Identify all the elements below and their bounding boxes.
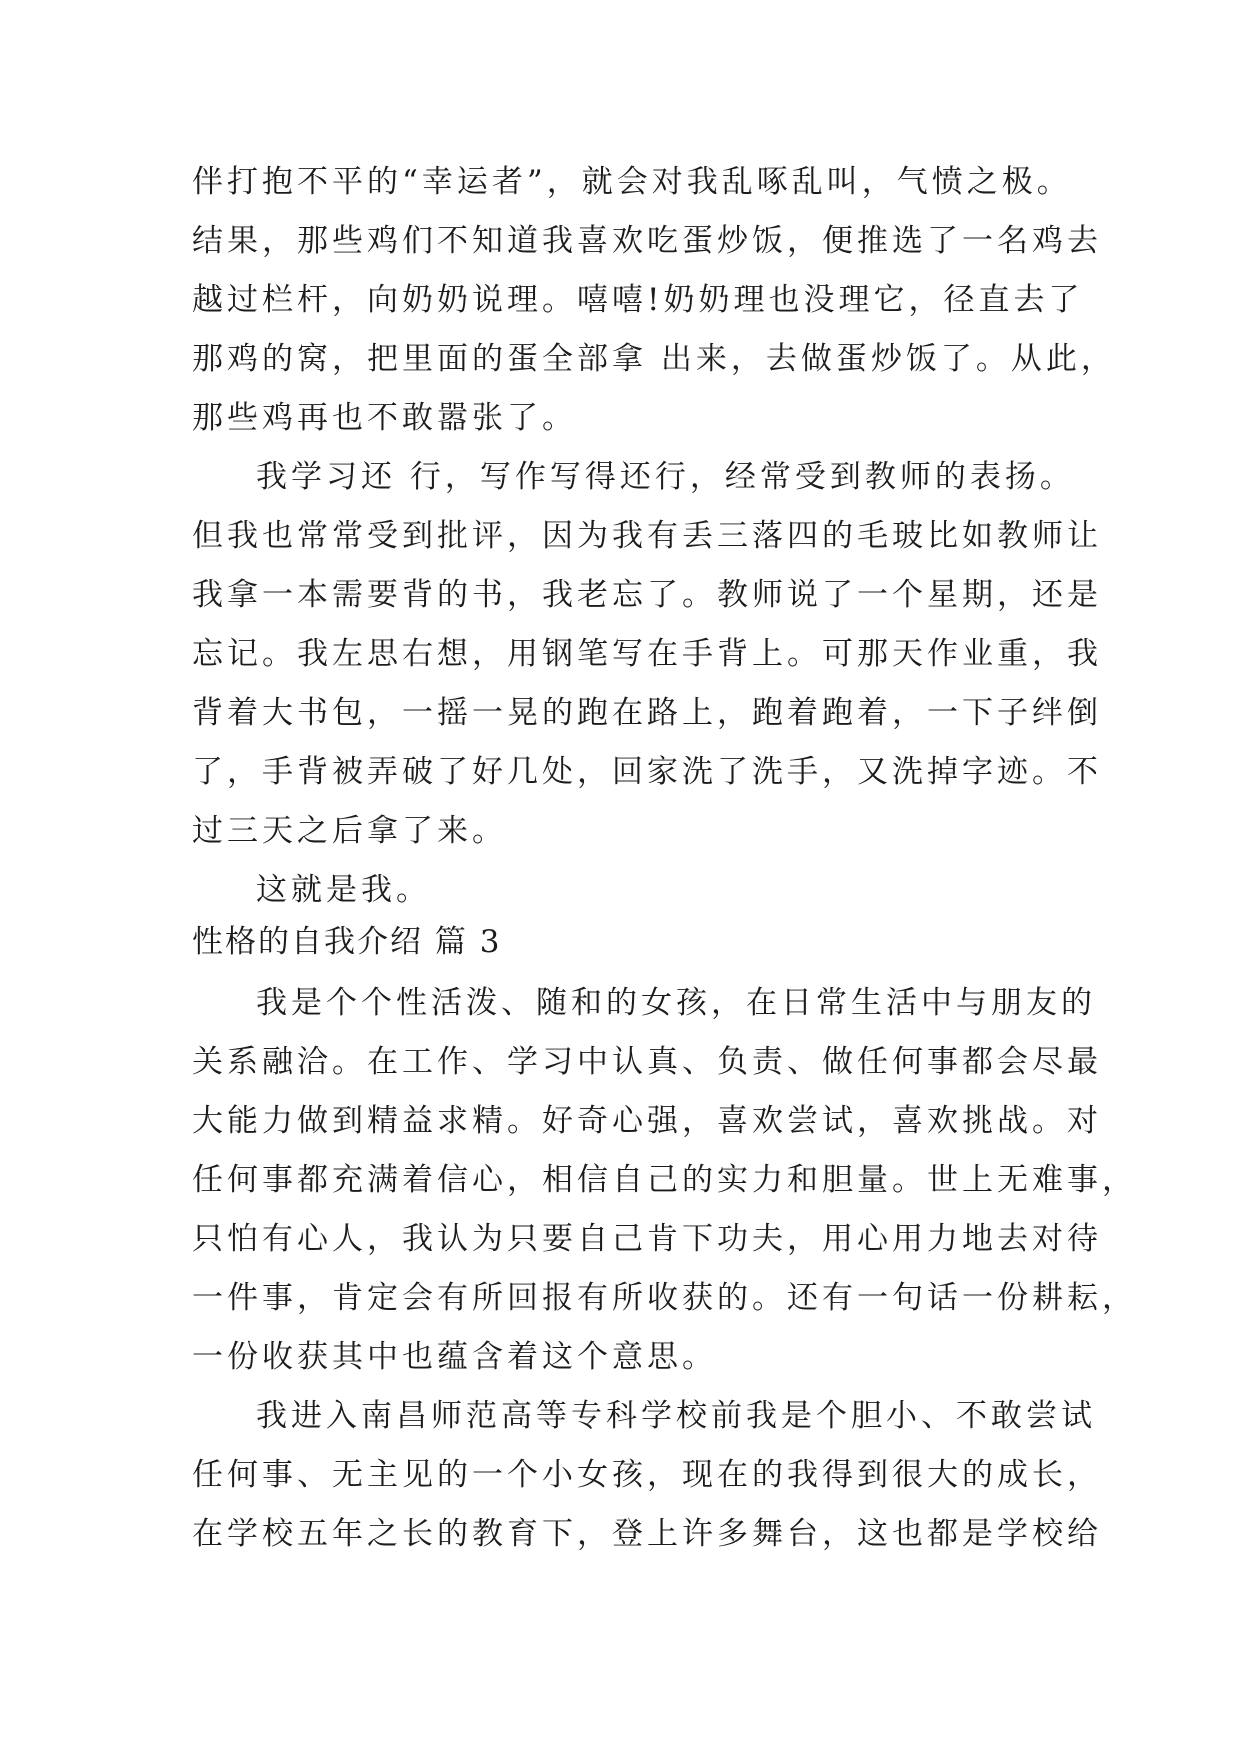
paragraph-3-line-1: 这就是我。 <box>256 872 431 908</box>
paragraph-2-line-1: 我学习还 行，写作写得还行，经常受到教师的表扬。 <box>256 459 1075 495</box>
paragraph-4-line-3: 大能力做到精益求精。好奇心强，喜欢尝试，喜欢挑战。对 <box>192 1103 1102 1139</box>
paragraph-4-line-5: 只怕有心人，我认为只要自己肯下功夫，用心用力地去对待 <box>192 1221 1102 1257</box>
paragraph-5-line-2: 任何事、无主见的一个小女孩，现在的我得到很大的成长， <box>192 1457 1102 1493</box>
section-heading: 性格的自我介绍 篇 3 <box>192 924 502 960</box>
paragraph-2-line-2: 但我也常常受到批评，因为我有丢三落四的毛玻比如教师让 <box>192 518 1102 554</box>
paragraph-4-line-7: 一份收获其中也蕴含着这个意思。 <box>192 1339 717 1375</box>
paragraph-4-line-4: 任何事都充满着信心，相信自己的实力和胆量。世上无难事， <box>192 1162 1137 1198</box>
paragraph-1-line-1: 伴打抱不平的“幸运者”，就会对我乱啄乱叫，气愤之极。 <box>192 164 1072 200</box>
paragraph-2-line-6: 了，手背被弄破了好几处，回家洗了洗手，又洗掉字迹。不 <box>192 754 1102 790</box>
paragraph-2-line-7: 过三天之后拿了来。 <box>192 813 507 849</box>
paragraph-1-line-5: 那些鸡再也不敢嚣张了。 <box>192 400 577 436</box>
paragraph-1-line-2: 结果，那些鸡们不知道我喜欢吃蛋炒饭，便推选了一名鸡去 <box>192 223 1102 259</box>
paragraph-4-line-1: 我是个个性活泼、随和的女孩，在日常生活中与朋友的 <box>256 985 1096 1021</box>
paragraph-2-line-5: 背着大书包，一摇一晃的跑在路上，跑着跑着，一下子绊倒 <box>192 695 1102 731</box>
paragraph-4-line-2: 关系融洽。在工作、学习中认真、负责、做任何事都会尽最 <box>192 1044 1102 1080</box>
paragraph-4-line-6: 一件事，肯定会有所回报有所收获的。还有一句话一份耕耘， <box>192 1280 1137 1316</box>
paragraph-5-line-3: 在学校五年之长的教育下，登上许多舞台，这也都是学校给 <box>192 1516 1102 1552</box>
paragraph-5-line-1: 我进入南昌师范高等专科学校前我是个胆小、不敢尝试 <box>256 1398 1096 1434</box>
paragraph-2-line-4: 忘记。我左思右想，用钢笔写在手背上。可那天作业重，我 <box>192 636 1102 672</box>
paragraph-2-line-3: 我拿一本需要背的书，我老忘了。教师说了一个星期，还是 <box>192 577 1102 613</box>
paragraph-1-line-3: 越过栏杆，向奶奶说理。嘻嘻!奶奶理也没理它，径直去了 <box>192 282 1084 318</box>
paragraph-1-line-4: 那鸡的窝，把里面的蛋全部拿 出来，去做蛋炒饭了。从此， <box>192 341 1116 377</box>
